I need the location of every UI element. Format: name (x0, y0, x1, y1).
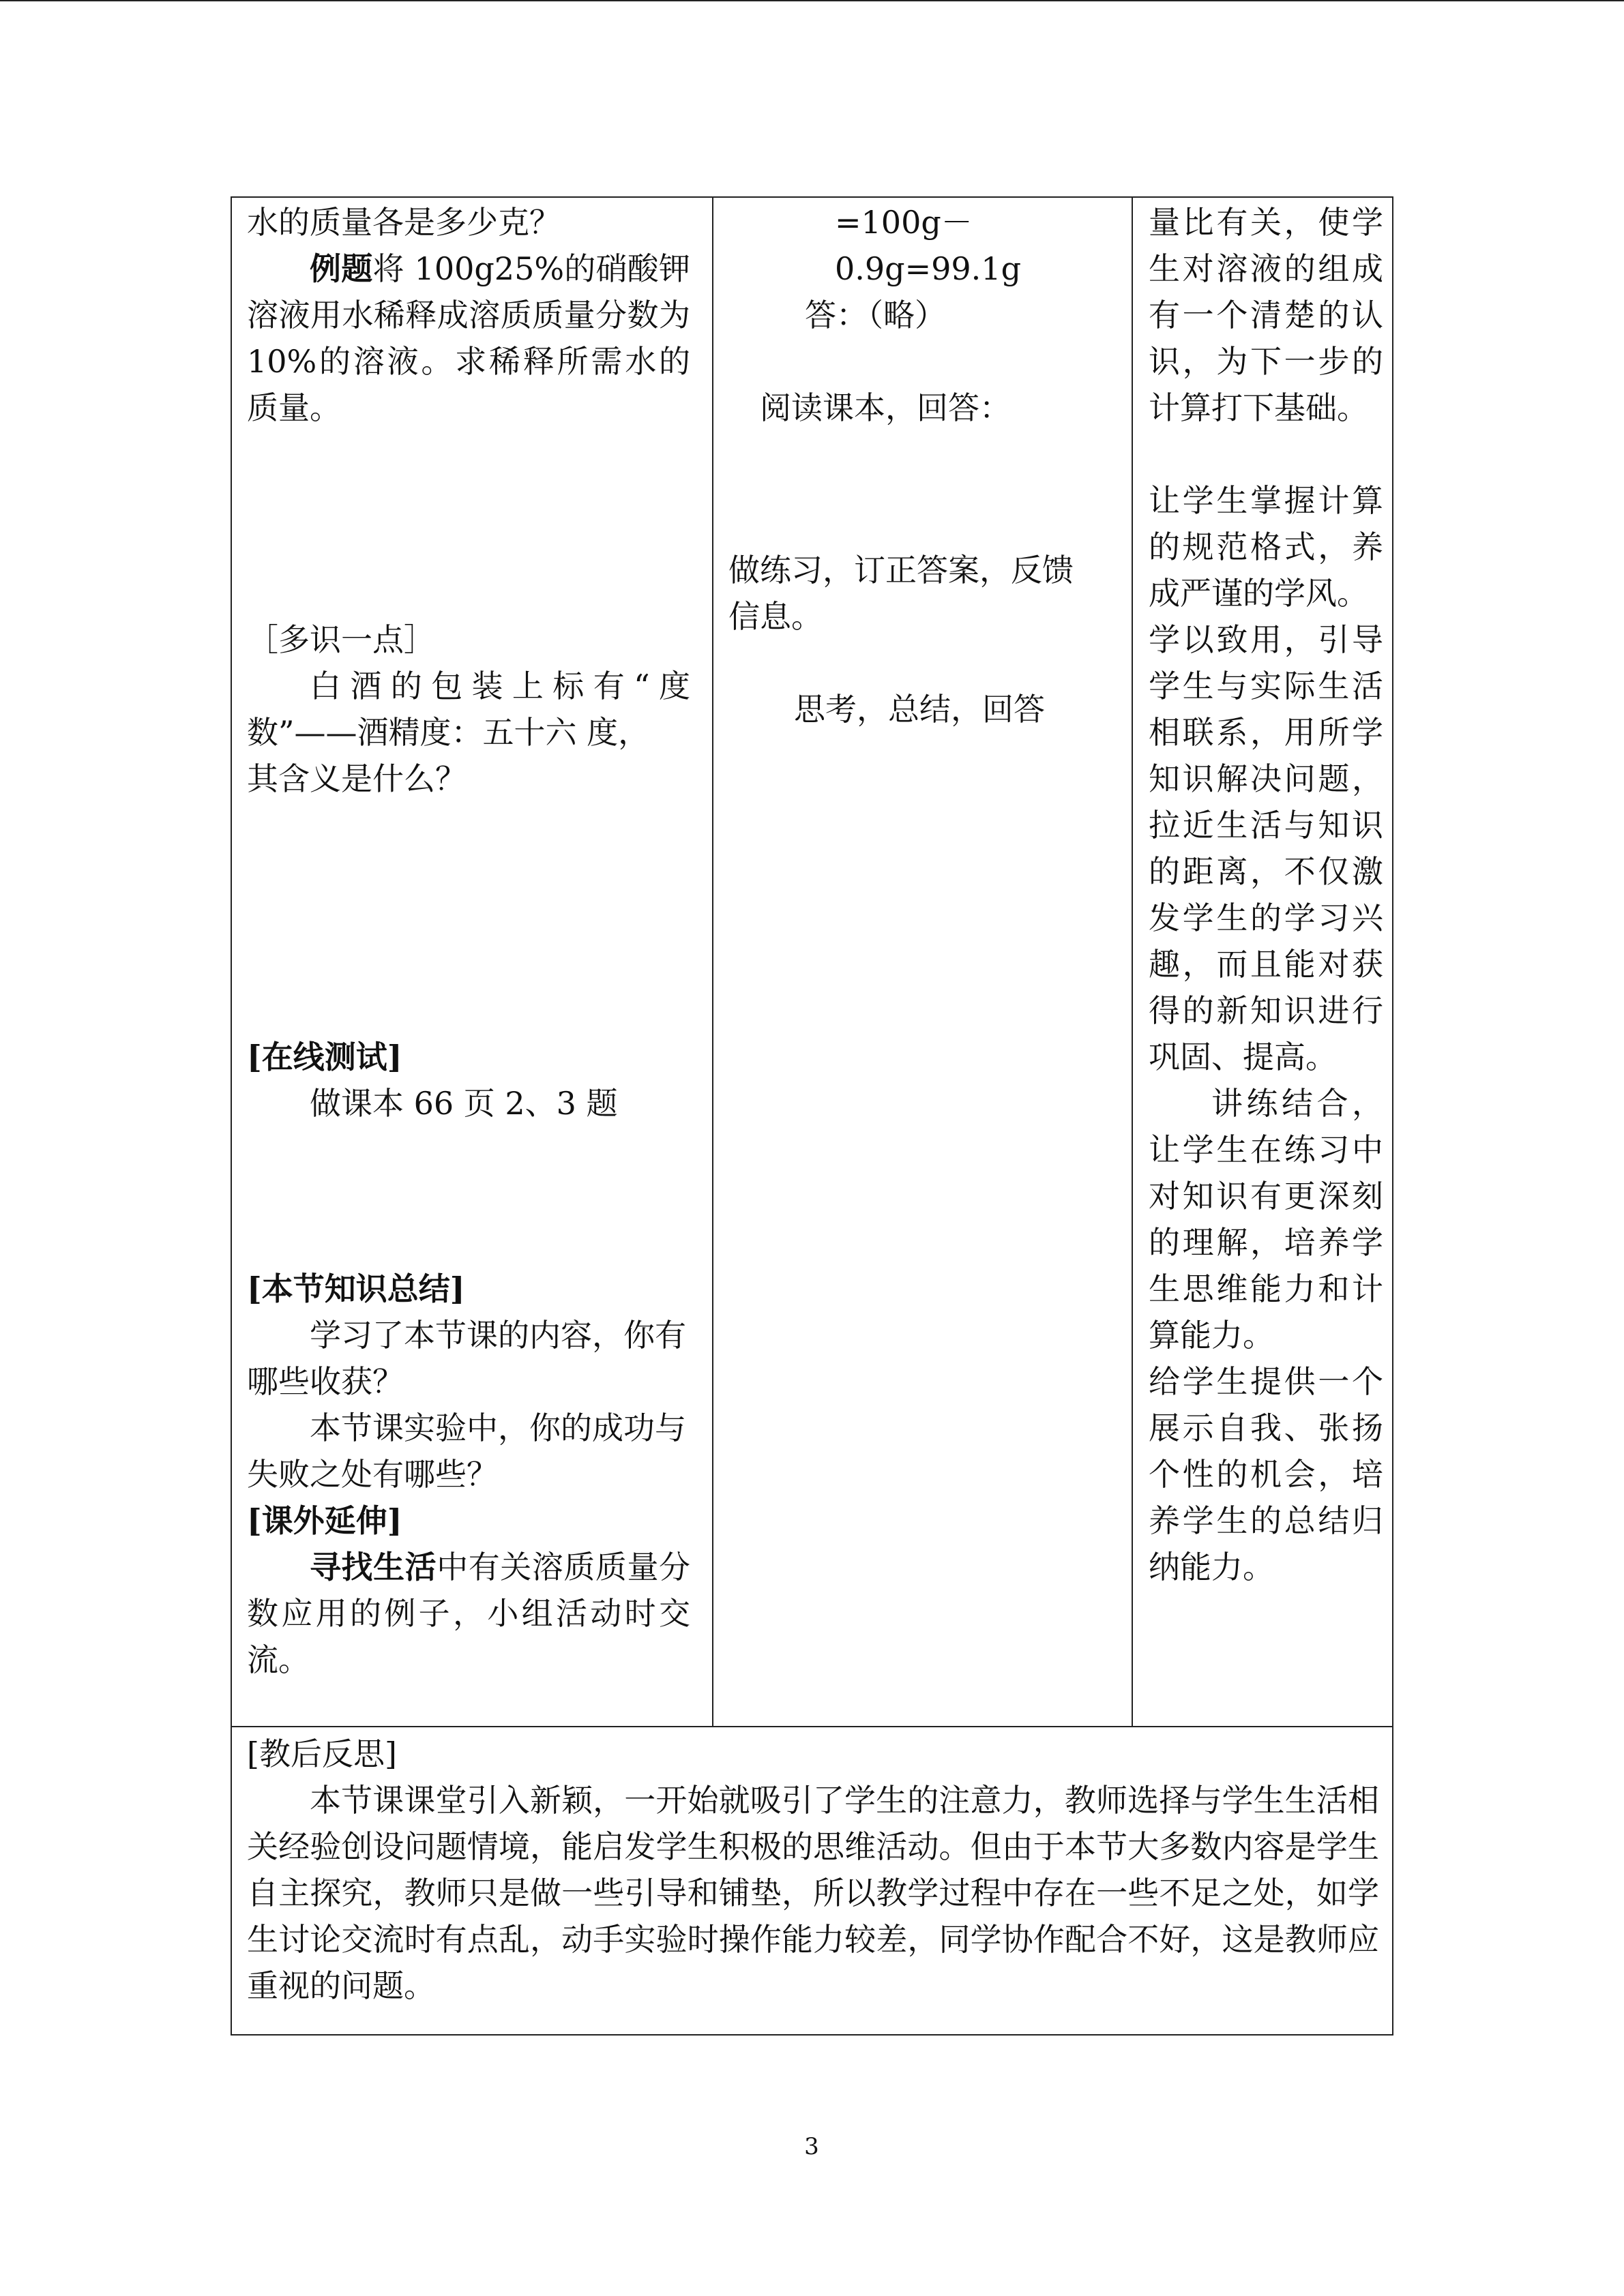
online-test-heading: [在线测试] (247, 1039, 402, 1075)
student-activity-column (728, 196, 1097, 732)
summary-question-2: 本节课实验中，你的成功与失败之处有哪些？ (247, 1410, 686, 1493)
teacher-activity-column (247, 196, 690, 1683)
table-border-bottom (231, 2034, 1393, 2036)
reflection-section (247, 1731, 1379, 2009)
practice-text: 做练习，订正答案，反馈信息。 (728, 552, 1074, 635)
page-number: 3 (804, 2133, 819, 2160)
summary-question-1: 学习了本节课的内容，你有哪些收获？ (247, 1317, 686, 1400)
extension-paragraph (247, 1544, 690, 1683)
intent-paragraph-2: 让学生掌握计算的规范格式，养成严谨的学风。 (1149, 482, 1383, 612)
intent-paragraph-5: 给学生提供一个展示自我、张扬个性的机会，培养学生的总结归纳能力。 (1149, 1363, 1383, 1585)
extension-bold-text: 寻找生活 (310, 1549, 437, 1585)
knowledge-question: 其含义是什么？ (247, 760, 467, 797)
intent-paragraph-3: 学以致用，引导学生与实际生活相联系，用所学知识解决问题，拉近生活与知识的距离，不仅激发学生的学习兴趣，而且能对获得的新知识进行巩固、提高。 (1149, 621, 1383, 1075)
answer-line: 答：（略） (805, 297, 946, 333)
table-border-left (231, 196, 232, 2036)
intent-paragraph-4: 讲练结合，让学生在练习中对知识有更深刻的理解，培养学生思维能力和计算能力。 (1149, 1085, 1383, 1354)
example-paragraph (247, 245, 690, 431)
knowledge-heading: ［多识一点］ (247, 621, 435, 658)
example-text: 将 100g25%的硝酸钾溶液用水稀释成溶质质量分数为 10%的溶液。求稀释所需水的质量。 (247, 250, 690, 426)
calculation-line: =100g－0.9g=99.1g (835, 204, 1022, 287)
read-textbook-line: 阅读课本，回答： (760, 389, 1011, 426)
knowledge-text: 白酒的包装上标有“度数”——酒精度：五十六 度， (247, 668, 690, 751)
summary-heading: [本节知识总结] (247, 1270, 465, 1307)
column-divider-1 (712, 196, 713, 1727)
reflection-text: 本节课课堂引入新颖，一开始就吸引了学生的注意力，教师选择与学生生活相关经验创设问题情境，能启发学生积极的思维活动。但由于本节大多数内容是学生自主探究，教师只是做一些引导和铺垫，所以教学过程中存在一些不足之处，如学生讨论交流时有点乱，动手实验时操作能力较差，同学协作配合不好，这是教师应重视的问题。 (247, 1782, 1379, 2004)
intent-paragraph-1: 量比有关，使学生对溶液的组成有一个清楚的认识，为下一步的计算打下基础。 (1149, 204, 1383, 426)
reflection-divider (231, 1726, 1393, 1727)
top-border-line (0, 0, 1624, 1)
think-line: 思考，总结，回答 (794, 691, 1045, 728)
extension-heading: [课外延伸] (247, 1502, 402, 1539)
lesson-table (231, 196, 1393, 2036)
table-border-right (1392, 196, 1393, 2036)
design-intent-column (1149, 196, 1383, 1590)
reflection-heading: [教后反思] (247, 1735, 397, 1772)
previous-question-line: 水的质量各是多少克？ (247, 204, 561, 241)
column-divider-2 (1132, 196, 1133, 1727)
example-label: 例题 (310, 250, 373, 287)
online-test-text: 做课本 66 页 2、3 题 (310, 1085, 618, 1122)
extension-text: 中有关溶质质量分数应用的例子，小组活动时交流。 (247, 1549, 691, 1678)
